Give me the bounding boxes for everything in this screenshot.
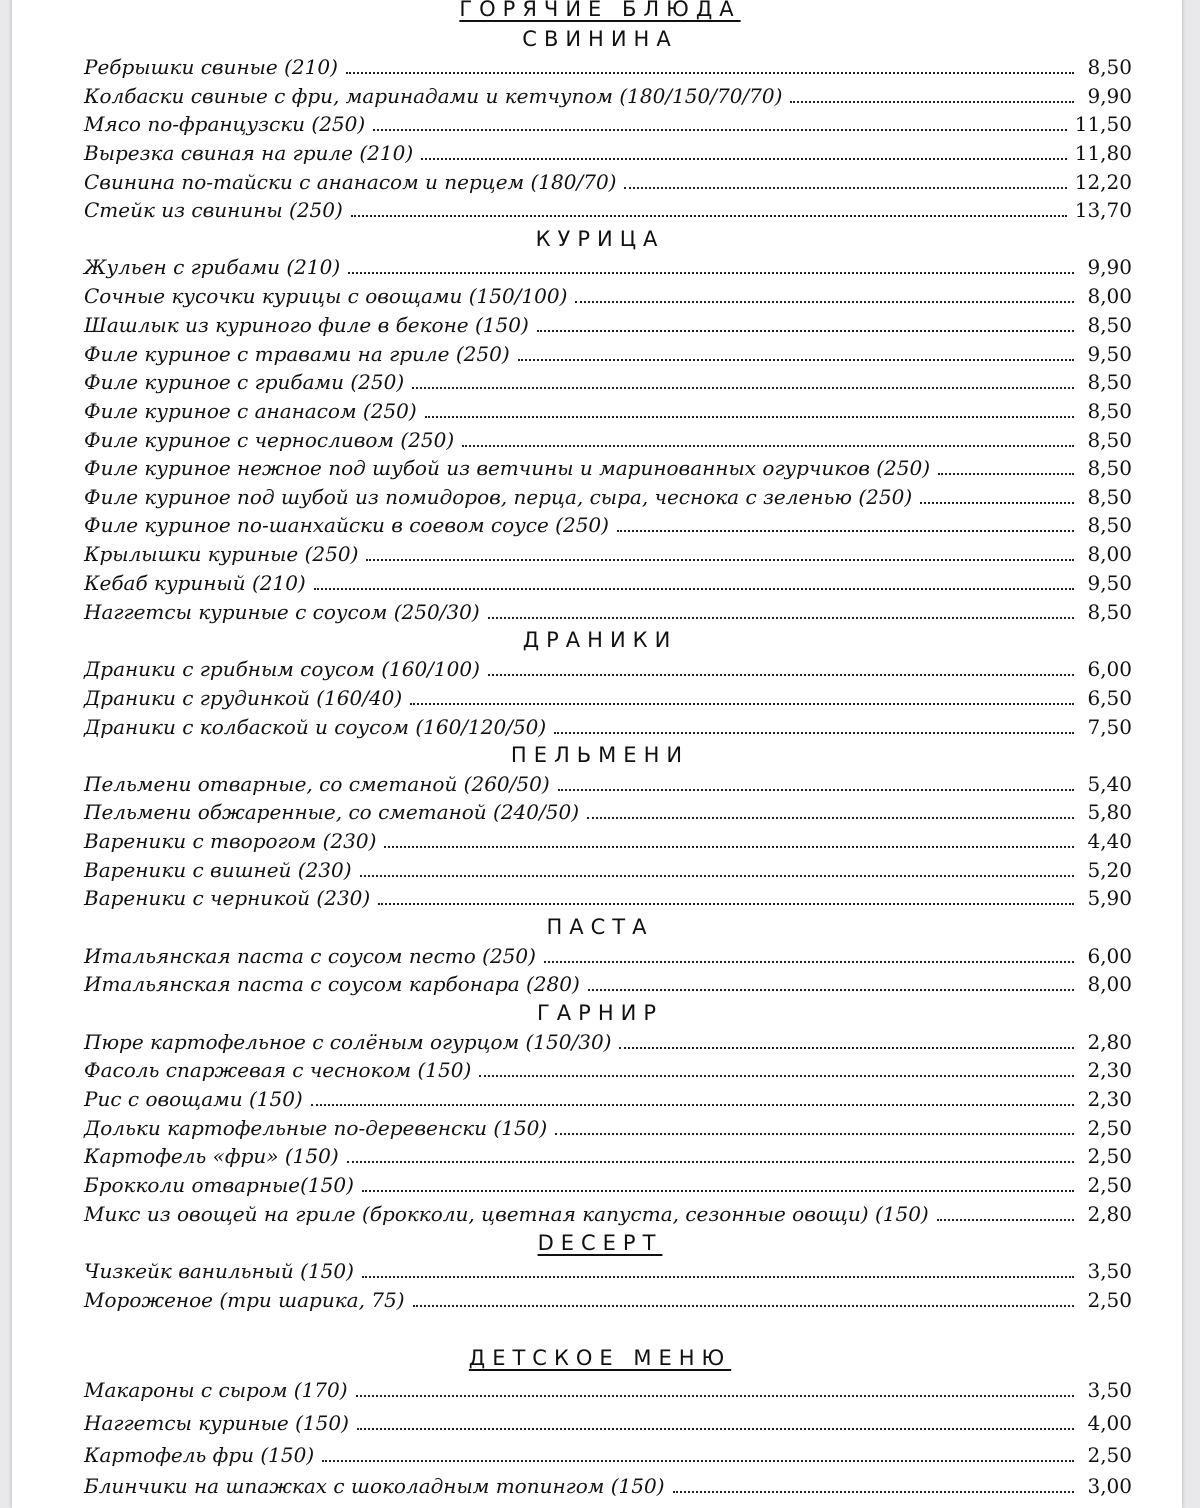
menu-item: Наггетсы куриные с соусом (250/30) 8,50 <box>84 600 1132 624</box>
menu-item: Вареники с вишней (230) 5,20 <box>84 858 1132 882</box>
menu-item: Картофель «фри» (150) 2,50 <box>84 1144 1132 1168</box>
menu-item: Филе куриное с травами на гриле (250) 9,50 <box>84 342 1132 366</box>
section-title-dessert: DECEPT <box>537 1231 663 1255</box>
menu-item: Пельмени обжаренные, со сметаной (240/50) 5,80 <box>84 800 1132 824</box>
section-title-chicken: КУРИЦА <box>535 227 665 251</box>
menu-item: Мороженое (три шарика, 75) 2,50 <box>84 1288 1132 1312</box>
menu-item: Жульен с грибами (210) 9,90 <box>84 255 1132 279</box>
menu-item: Вырезка свиная на гриле (210) 11,80 <box>84 141 1132 165</box>
menu-item: Кебаб куриный (210) 9,50 <box>84 571 1132 595</box>
menu-item: Наггетсы куриные (150) 4,00 <box>84 1411 1132 1435</box>
menu-item: Филе куриное по-шанхайски в соевом соусе (250) 8,50 <box>84 513 1132 537</box>
menu-item: Ребрышки свиные (210) 8,50 <box>84 55 1132 79</box>
menu-item: Блинчики на шпажках с шоколадным топингом (150) 3,00 <box>84 1474 1132 1498</box>
menu-item: Филе куриное под шубой из помидоров, перца, сыра, чеснока с зеленью (250) 8,50 <box>84 485 1132 509</box>
menu-item: Драники с колбаской и соусом (160/120/50) 7,50 <box>84 715 1132 739</box>
menu-item: Драники с грибным соусом (160/100) 6,00 <box>84 657 1132 681</box>
menu-item: Филе куриное с грибами (250) 8,50 <box>84 370 1132 394</box>
menu-item: Филе куриное с ананасом (250) 8,50 <box>84 399 1132 423</box>
menu-item: Мясо по-французски (250) 11,50 <box>84 112 1132 136</box>
menu-item: Пюре картофельное с солёным огурцом (150/30) 2,80 <box>84 1030 1132 1054</box>
menu-item: Вареники с черникой (230) 5,90 <box>84 886 1132 910</box>
menu-item: Итальянская паста с соусом песто (250) 6,00 <box>84 944 1132 968</box>
menu-item: Пельмени отварные, со сметаной (260/50) 5,40 <box>84 772 1132 796</box>
menu-item: Картофель фри (150) 2,50 <box>84 1443 1132 1467</box>
menu-item: Сочные кусочки курицы с овощами (150/100) 8,00 <box>84 284 1132 308</box>
menu-item: Чизкейк ванильный (150) 3,50 <box>84 1259 1132 1283</box>
menu-item: Фасоль спаржевая с чесноком (150) 2,30 <box>84 1058 1132 1082</box>
section-title-pelmeni: ПЕЛЬМЕНИ <box>510 743 690 767</box>
menu-item: Дольки картофельные по-деревенски (150) 2,50 <box>84 1116 1132 1140</box>
menu-item: Рис с овощами (150) 2,30 <box>84 1087 1132 1111</box>
section-title-draniki: ДРАНИКИ <box>522 628 678 652</box>
menu-item: Свинина по-тайски с ананасом и перцем (180/70) 12,20 <box>84 170 1132 194</box>
section-title-pork: СВИНИНА <box>522 27 678 51</box>
menu-item: Брокколи отварные(150) 2,50 <box>84 1173 1132 1197</box>
menu-item: Шашлык из куриного филе в беконе (150) 8,50 <box>84 313 1132 337</box>
section-title-pasta: ПАСТА <box>546 915 654 939</box>
menu-item: Филе куриное нежное под шубой из ветчины и маринованных огурчиков (250) 8,50 <box>84 456 1132 480</box>
section-title-garnish: ГАРНИР <box>537 1001 663 1025</box>
menu-item: Колбаски свиные с фри, маринадами и кетчупом (180/150/70/70) 9,90 <box>84 84 1132 108</box>
menu-title: ГОРЯЧИЕ БЛЮДА <box>459 0 741 21</box>
menu-item: Микс из овощей на гриле (брокколи, цветная капуста, сезонные овощи) (150) 2,80 <box>84 1202 1132 1226</box>
section-title-kids-menu: ДЕТСКОЕ МЕНЮ <box>468 1346 732 1370</box>
menu-item: Макароны с сыром (170) 3,50 <box>84 1378 1132 1402</box>
menu-item: Драники с грудинкой (160/40) 6,50 <box>84 686 1132 710</box>
menu-item: Крылышки куриные (250) 8,00 <box>84 542 1132 566</box>
menu-item: Итальянская паста с соусом карбонара (280) 8,00 <box>84 972 1132 996</box>
menu-item: Вареники с творогом (230) 4,40 <box>84 829 1132 853</box>
menu-item: Филе куриное с черносливом (250) 8,50 <box>84 428 1132 452</box>
menu-item: Стейк из свинины (250) 13,70 <box>84 198 1132 222</box>
